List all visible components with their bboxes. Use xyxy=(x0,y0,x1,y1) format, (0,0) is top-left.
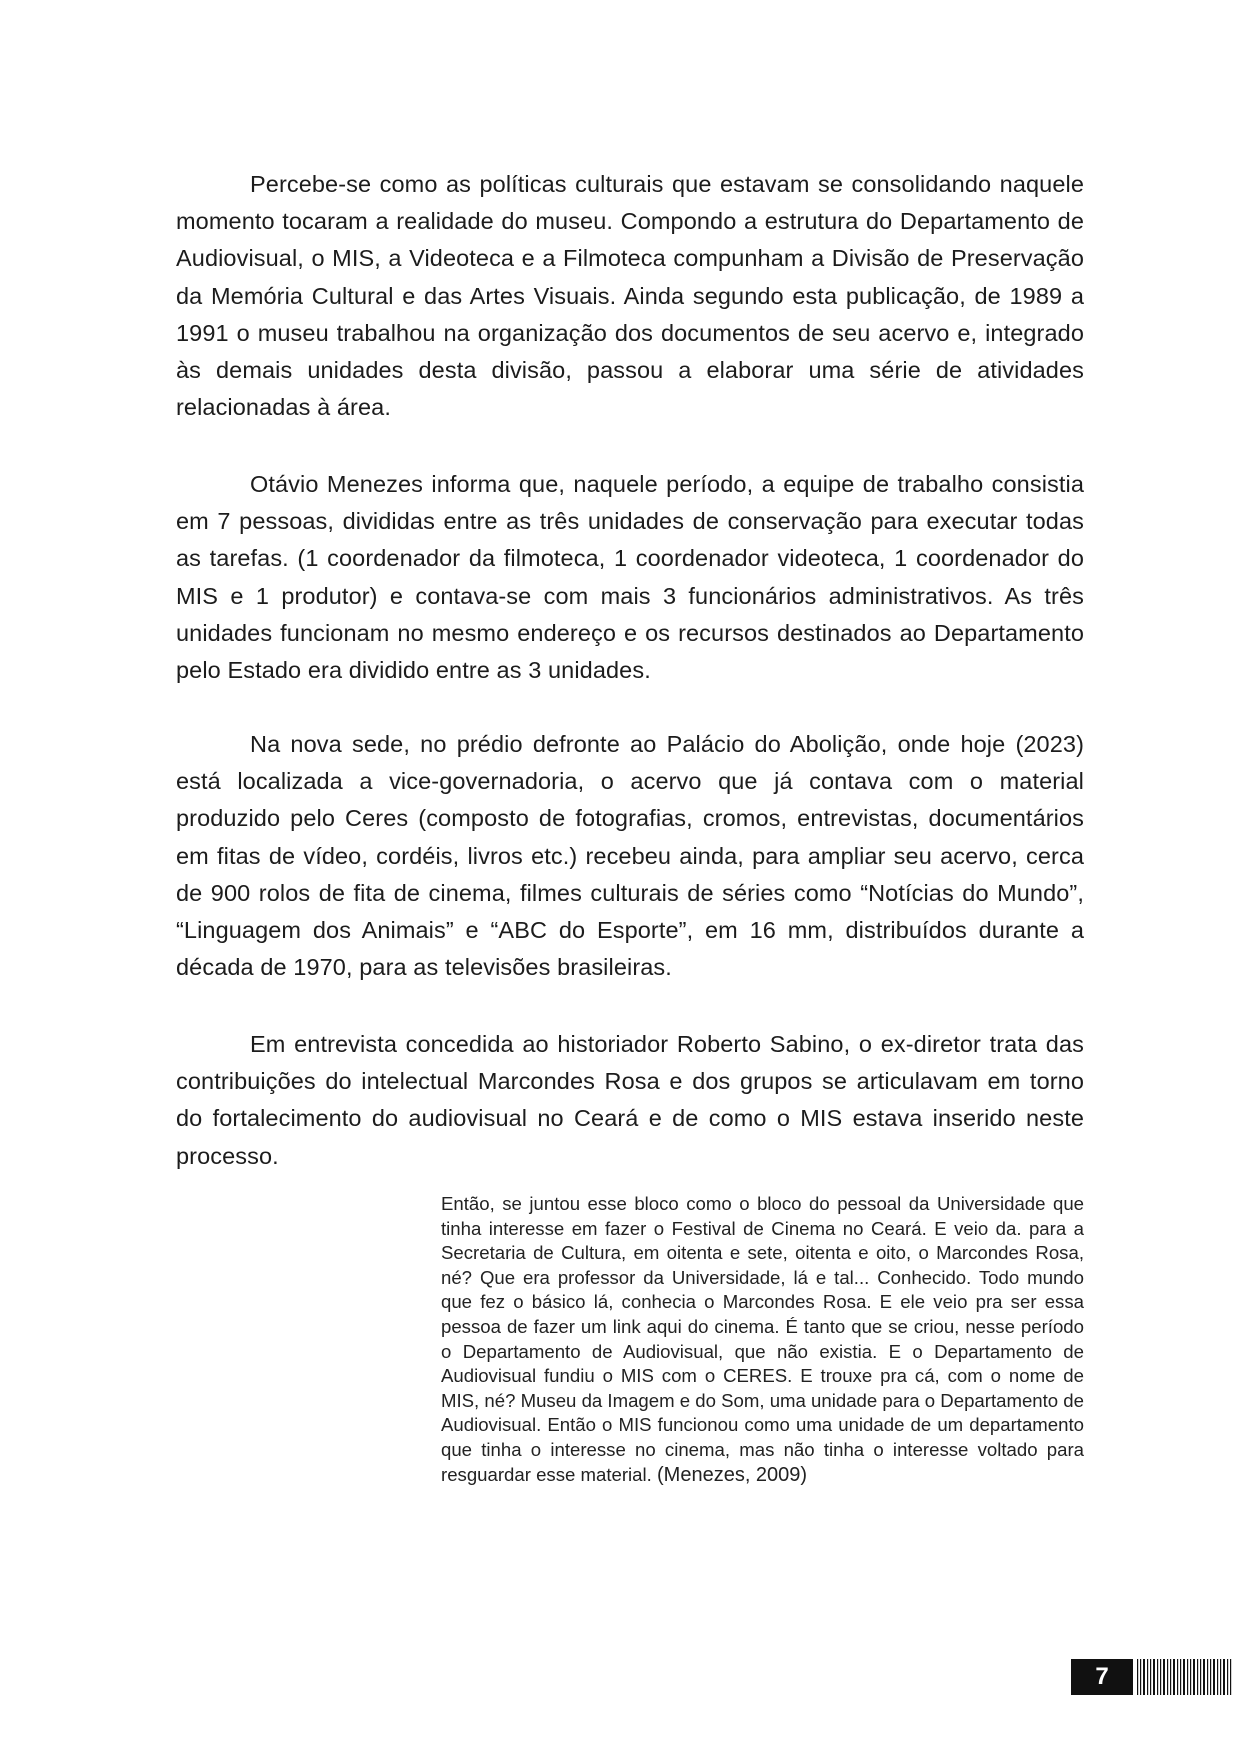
paragraph-4: Em entrevista concedida ao historiador Roberto Sabino, o ex-diretor trata das contribuições do intelectual Marcondes Rosa e dos grupos se articulavam em torno do fortalecimento do audiovisual no Ceará e de como o MIS estava inserido neste processo. xyxy=(176,1031,1084,1169)
quote-citation: (Menezes, 2009) xyxy=(657,1463,808,1486)
page-number xyxy=(1071,1659,1133,1695)
paragraph-1: Percebe-se como as políticas culturais que estavam se consolidando naquele momento tocaram a realidade do museu. Compondo a estrutura do Departamento de Audiovisual, o MIS, a Videoteca e a Filmoteca compunham a Divisão de Preservação da Memória Cultural e das Artes Visuais. Ainda segundo esta publicação, de 1989 a 1991 o museu trabalhou na organização dos documentos de seu acervo e, integrado às demais unidades desta divisão, passou a elaborar uma série de atividades relacionadas à área. xyxy=(176,171,1084,421)
paragraph-2: Otávio Menezes informa que, naquele período, a equipe de trabalho consistia em 7 pessoas, divididas entre as três unidades de conservação para executar todas as tarefas. (1 coordenador da filmoteca, 1 coordenador videoteca, 1 coordenador do MIS e 1 produtor) e contava-se com mais 3 funcionários administrativos. As três unidades funcionam no mesmo endereço e os recursos destinados ao Departamento pelo Estado era dividido entre as 3 unidades. xyxy=(176,471,1084,684)
paragraph-3: Na nova sede, no prédio defronte ao Palácio do Abolição, onde hoje (2023) está localizada a vice-governadoria, o acervo que já contava com o material produzido pelo Ceres (composto de fotografias, cromos, entrevistas, documentários em fitas de vídeo, cordéis, livros etc.) recebeu ainda, para ampliar seu acervo, cerca de 900 rolos de fita de cinema, filmes culturais de séries como “Notícias do Mundo”, “Linguagem dos Animais” e “ABC do Esporte”, em 16 mm, distribuídos durante a década de 1970, para as televisões brasileiras. xyxy=(176,731,1084,981)
block-quote-text: Então, se juntou esse bloco como o bloco do pessoal da Universidade que tinha interesse em fazer o Festival de Cinema no Ceará. E veio da. para a Secretaria de Cultura, em oitenta e sete, oitenta e oito, o Marcondes Rosa, né? Que era professor da Universidade, lá e tal... Conhecido. Todo mundo que fez o básico lá, conhecia o Marcondes Rosa. E ele veio pra ser essa pessoa de fazer um link aqui do cinema. É tanto que se criou, nesse período o Departamento de Audiovisual, que não existia. E o Departamento de Audiovisual fundiu o MIS com o CERES. E trouxe pra cá, com o nome de MIS, né? Museu da Imagem e do Som, uma unidade para o Departamento de Audiovisual. Então o MIS funcionou como uma unidade de um departamento que tinha o interesse no cinema, mas não tinha o interesse voltado para resguardar esse material. xyxy=(441,1193,1084,1485)
barcode-decoration xyxy=(1135,1659,1235,1695)
block-quote xyxy=(441,1192,1084,1487)
page-number-label: 7 xyxy=(1095,1663,1109,1690)
